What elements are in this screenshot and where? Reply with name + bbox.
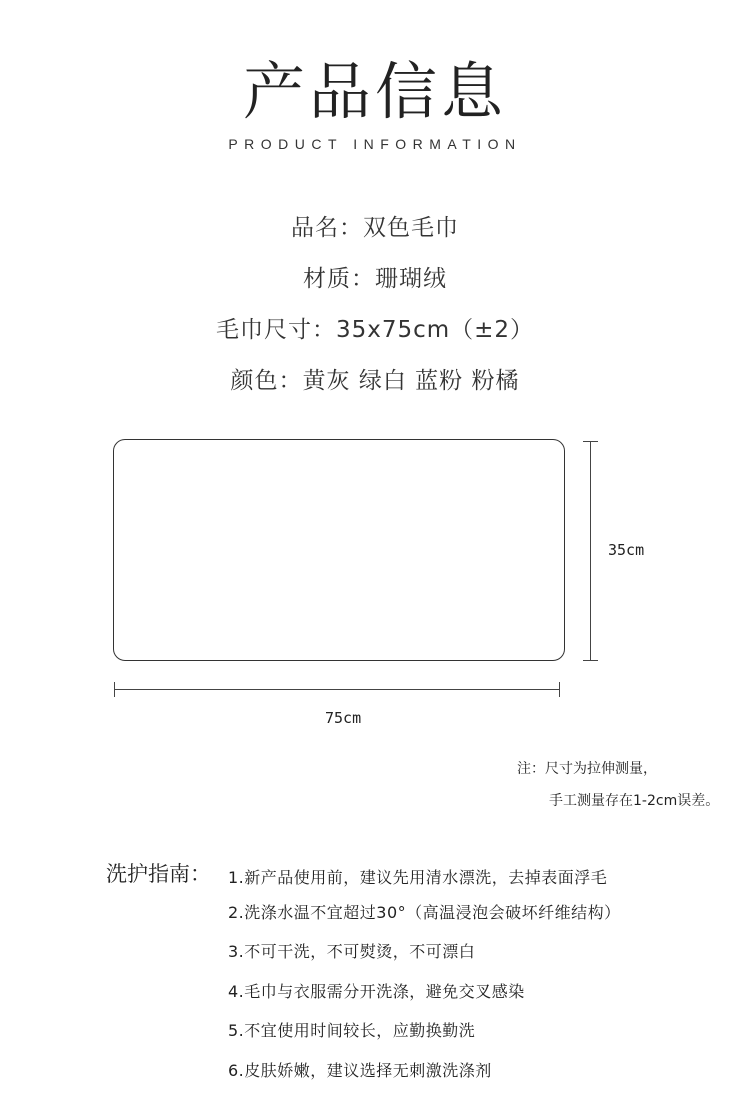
page-subtitle: PRODUCT INFORMATION [228, 136, 522, 152]
care-item: 1.新产品使用前，建议先用清水漂洗，去掉表面浮毛 [228, 868, 608, 887]
info-size: 毛巾尺寸：35x75cm（±2） [215, 317, 535, 343]
info-material: 材质：珊瑚绒 [303, 266, 447, 292]
info-product-name: 品名：双色毛巾 [291, 215, 459, 241]
width-label: 75cm [325, 709, 362, 727]
height-label: 35cm [608, 541, 645, 559]
height-dimension-cap-top [583, 441, 598, 442]
care-item: 5.不宜使用时间较长，应勤换勤洗 [228, 1021, 476, 1040]
height-dimension-line [590, 441, 591, 661]
page-title: 产品信息 [242, 55, 507, 128]
width-dimension-cap-left [114, 682, 115, 697]
width-dimension-cap-right [559, 682, 560, 697]
height-dimension-cap-bottom [583, 660, 598, 661]
care-item: 6.皮肤娇嫩，建议选择无刺激洗涤剂 [228, 1061, 492, 1080]
towel-outline [113, 439, 565, 661]
care-item: 3.不可干洗，不可熨烫，不可漂白 [228, 942, 476, 961]
care-guide-label: 洗护指南： [106, 862, 211, 886]
care-item: 4.毛巾与衣服需分开洗涤，避免交叉感染 [228, 982, 525, 1001]
care-item: 2.洗涤水温不宜超过30°（高温浸泡会破坏纤维结构） [228, 903, 621, 922]
note-line-1: 注：尺寸为拉伸测量， [517, 761, 657, 777]
width-dimension-line [114, 689, 560, 690]
note-line-2: 手工测量存在1-2cm误差。 [549, 793, 720, 809]
info-colors: 颜色：黄灰 绿白 蓝粉 粉橘 [230, 368, 520, 394]
